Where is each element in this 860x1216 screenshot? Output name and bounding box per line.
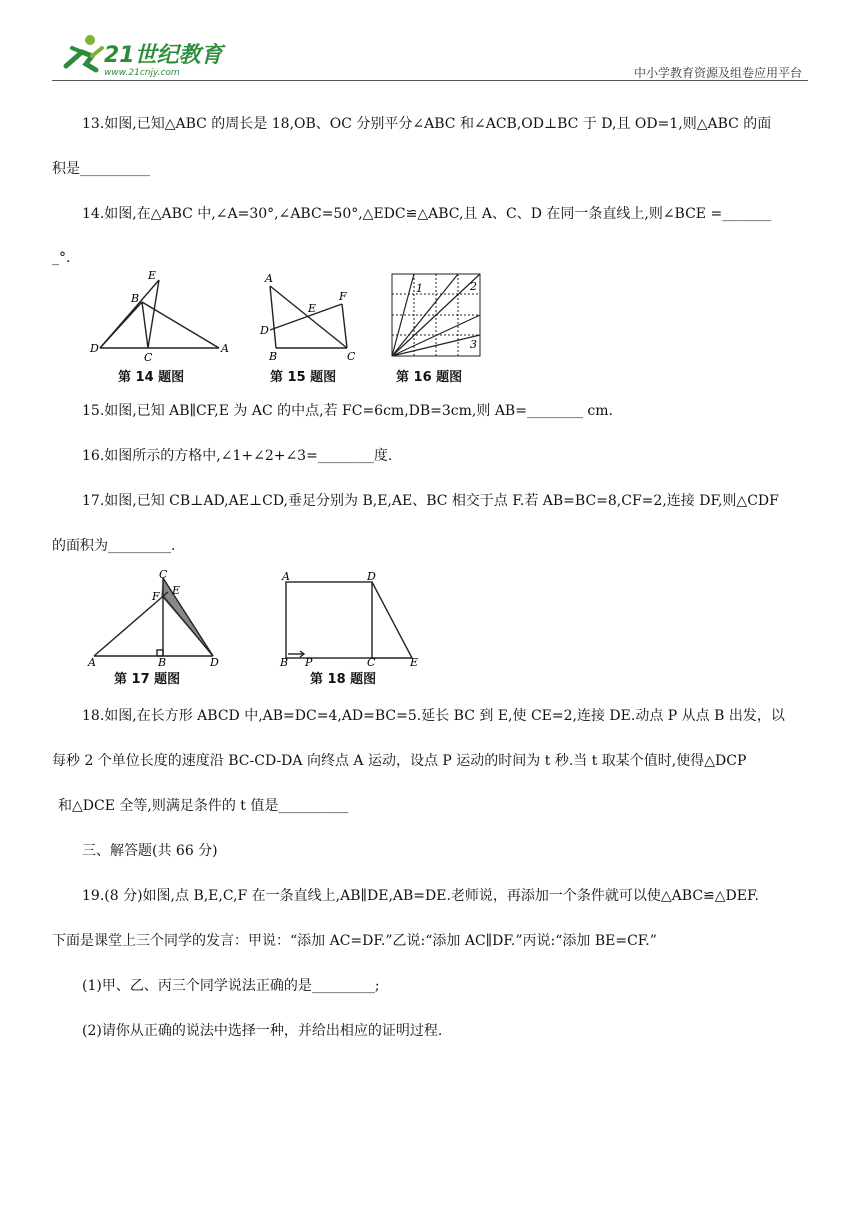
svg-text:D: D [210,656,219,668]
svg-text:B: B [280,656,289,668]
svg-text:P: P [305,656,313,668]
svg-text:B: B [158,656,167,668]
header-platform-text: 中小学教育资源及组卷应用平台 [633,66,802,80]
svg-text:D: D [260,324,269,337]
q18-line1: 18.如图,在长方形 ABCD 中,AB=DC=4,AD=BC=5.延长 BC 到 E,使 CE=2,连接 DE.动点 P 从点 B 出发，以 [82,708,785,724]
svg-text:21世纪教育: 21世纪教育 [104,43,223,68]
q19-sub1: (1)甲、乙、丙三个同学说法正确的是_________; [82,978,380,994]
q13-line1: 13.如图,已知△ABC 的周长是 18,OB、OC 分别平分∠ABC 和∠ACB,OD⊥BC 于 D,且 OD=1,则△ABC 的面 [82,116,772,132]
svg-text:B: B [131,292,140,305]
svg-text:A: A [282,570,290,583]
q13-line2: 积是__________ [52,161,150,177]
svg-text:C: C [367,656,376,668]
fig17-caption: 第 17 题图 [114,672,181,687]
q17-line1: 17.如图,已知 CB⊥AD,AE⊥CD,垂足分别为 B,E,AE、BC 相交于点 F.若 AB=BC=8,CF=2,连接 DF,则△CDF [82,493,779,509]
svg-text:1: 1 [416,282,423,295]
figure-17 [86,568,236,690]
figure-16 [386,268,486,386]
q19-line1: 19.(8 分)如图,点 B,E,C,F 在一条直线上,AB∥DE,AB=DE.老师说，再添加一个条件就可以使△ABC≌△DEF. [82,888,759,904]
svg-text:E: E [410,656,419,668]
header-divider [52,80,808,81]
svg-text:A: A [221,342,229,355]
fig15-caption: 第 15 题图 [270,370,337,385]
q18-line2: 每秒 2 个单位长度的速度沿 BC-CD-DA 向终点 A 运动，设点 P 运动的时间为 t 秒.当 t 取某个值时,使得△DCP [52,753,747,769]
q18-line3: 和△DCE 全等,则满足条件的 t 值是__________ [58,798,349,814]
fig14-caption: 第 14 题图 [118,370,185,385]
svg-text:B: B [269,350,278,363]
svg-text:F: F [339,290,347,303]
svg-text:F: F [152,590,160,603]
site-logo [52,30,232,80]
svg-text:E: E [172,584,181,597]
svg-text:C: C [347,350,356,363]
fig18-caption: 第 18 题图 [310,672,377,687]
svg-text:E: E [148,269,157,282]
q14-line1: 14.如图,在△ABC 中,∠A=30°,∠ABC=50°,△EDC≌△ABC,且 A、C、D 在同一条直线上,则∠BCE =_______ [82,206,772,222]
figure-15 [256,268,366,386]
q15-text: 15.如图,已知 AB∥CF,E 为 AC 的中点,若 FC=6cm,DB=3cm,则 AB=________ cm. [82,403,613,419]
svg-text:C: C [159,568,168,581]
svg-text:D: D [367,570,376,583]
q19-line2: 下面是课堂上三个同学的发言：甲说：“添加 AC=DF.”乙说:“添加 AC∥DF.”丙说:“添加 BE=CF.” [52,933,657,949]
q16-text: 16.如图所示的方格中,∠1+∠2+∠3=________度. [82,448,393,464]
figure-14 [86,268,236,386]
svg-text:2: 2 [470,280,477,293]
q14-line2: _°. [52,250,71,266]
section-3-heading: 三、解答题(共 66 分) [82,843,218,859]
fig16-caption: 第 16 题图 [396,370,463,385]
svg-text:E: E [308,302,317,315]
svg-text:A: A [265,272,273,285]
q17-line2: 的面积为_________. [52,538,176,554]
svg-text:A: A [88,656,96,668]
svg-text:3: 3 [470,338,477,351]
q19-sub2: (2)请你从正确的说法中选择一种，并给出相应的证明过程. [82,1023,443,1039]
figure-18 [276,568,436,690]
svg-text:www.21cnjy.com: www.21cnjy.com [104,68,180,78]
svg-text:D: D [90,342,99,355]
runner-icon [66,35,102,70]
svg-text:C: C [144,351,153,364]
